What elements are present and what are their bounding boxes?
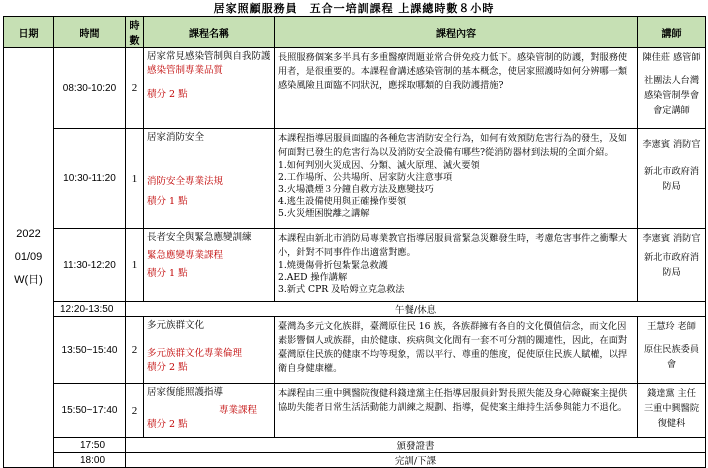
course-cell [144, 129, 275, 229]
content-item: 3.新式 CPR 及哈姆立克急救法 [278, 284, 405, 295]
closing-label: 完訓/下課 [126, 453, 706, 468]
teacher-name: 李憲賓 消防官 [642, 233, 701, 244]
teacher-affiliation: 原住民族委員會 [643, 344, 700, 370]
course-credit: 積分 2 點 [147, 89, 188, 100]
session-time: 08:30-10:20 [54, 48, 126, 129]
lunch-time: 12:20-13:50 [54, 302, 126, 317]
session-hours: 1 [126, 129, 144, 229]
course-title: 居家消防安全 [147, 132, 205, 143]
content-item: 2.AED 操作講解 [278, 272, 348, 283]
session-hours: 1 [126, 229, 144, 302]
course-category: 緊急應變專業課程 [147, 250, 224, 261]
teacher-name: 錢達黨 主任 [647, 388, 696, 399]
session-hours: 2 [126, 48, 144, 129]
table-row [4, 438, 706, 453]
teacher-cell [638, 384, 706, 438]
teacher-cell [638, 317, 706, 384]
course-cell [144, 229, 275, 302]
course-content: 臺灣為多元文化族群，臺灣原住民 16 族，各族群擁有各自的文化價值信念，而文化因素影響個人或族群，由於健康、疾病與文化間有一套不可分割的關連性，因此，在面對臺灣原住民族的健康不均等現象，需以平行、尊重的態度，促使原住民族人賦權，以捍衛自身健康權。 [275, 317, 638, 384]
page-title: 居家照顧服務員 五合一培訓課程 上課總時數８小時 [213, 2, 495, 15]
course-credit: 積分 1 點 [147, 268, 188, 279]
header-content: 課程內容 [275, 17, 638, 48]
teacher-affiliation: 社團法人台灣感染管制學會會定講師 [643, 75, 700, 116]
course-content [275, 129, 638, 229]
teacher-name: 陳佳莊 感管師 [642, 52, 701, 63]
date-year: 2022 [16, 228, 41, 240]
content-item: 2.工作場所、公共場所、居家防火注意事項 [278, 172, 453, 183]
table-row [4, 229, 706, 302]
date-day: 01/09 [14, 251, 43, 263]
teacher-affiliation: 三重中興醫院復健科 [643, 403, 700, 429]
session-time: 10:30-11:20 [54, 129, 126, 229]
course-cell [144, 384, 275, 438]
teacher-cell [638, 48, 706, 129]
content-intro: 本課程由新北市消防局專業教官指導居服員當緊急災難發生時，考慮危害事件之衝擊大小，針對不同事件作出適當對應。 [278, 233, 628, 258]
table-row [4, 129, 706, 229]
course-credit: 積分 2 點 [147, 419, 188, 430]
course-cell [144, 317, 275, 384]
table-row [4, 453, 706, 468]
teacher-affiliation: 新北市政府消防局 [643, 252, 700, 278]
course-content: 本課程由三重中興醫院復健科錢達黨主任指導居服員針對長照失能及身心障礙案主提供協助失能者日常生活活動能力訓練之規劃、指導，促使案主維持生活參與能力不退化。 [275, 384, 638, 438]
course-content [275, 229, 638, 302]
session-time: 13:50~15:40 [54, 317, 126, 384]
course-category: 感染管制專業品質 [147, 65, 224, 76]
closing-label: 頒發證書 [126, 438, 706, 453]
content-item: 1.燒燙傷骨折包紮緊急救護 [278, 260, 388, 271]
table-row [4, 384, 706, 438]
lunch-label: 午餐/休息 [126, 302, 706, 317]
session-time: 11:30-12:20 [54, 229, 126, 302]
content-item: 5.火災煙困脫離之講解 [278, 208, 370, 219]
teacher-cell [638, 129, 706, 229]
header-hours: 時數 [126, 17, 144, 48]
table-row [4, 48, 706, 129]
course-category: 消防安全專業法規 [147, 176, 224, 187]
table-header-row [4, 17, 706, 48]
content-item: 1.如何判別火災成因、分類、滅火原理、滅火要領 [278, 160, 480, 171]
course-credit: 積分 2 點 [147, 362, 188, 373]
header-course: 課程名稱 [144, 17, 275, 48]
session-hours: 2 [126, 317, 144, 384]
course-category: 多元族群文化專業倫理 [147, 348, 243, 359]
teacher-name: 李憲賓 消防官 [642, 139, 701, 150]
content-item: 3.火場濃煙３分鐘自救方法及應變技巧 [278, 184, 434, 195]
course-title: 居家復能照護指導 [147, 387, 224, 398]
header-teacher: 講師 [638, 17, 706, 48]
date-weekday: W(日) [14, 274, 43, 286]
course-content: 長照服務個案多半具有多重醫療問題並常合併免疫力低下。感染管制的防護，對服務使用者，是很重要的。本課程會講述感染管制的基本概念，使居家照護時如何分辨哪一類感染風險且面臨不同狀況，應採取哪類的自我防護措施? [275, 48, 638, 129]
header-date: 日期 [4, 17, 54, 48]
table-row [4, 317, 706, 384]
course-title: 多元族群文化 [147, 320, 205, 331]
course-category: 專業課程 [218, 405, 257, 416]
teacher-cell [638, 229, 706, 302]
teacher-name: 王慧玲 老師 [647, 321, 696, 332]
closing-time: 18:00 [54, 453, 126, 468]
course-title: 長者安全與緊急應變訓練 [147, 232, 252, 243]
date-cell [4, 48, 54, 468]
schedule-table [3, 16, 706, 468]
course-title: 居家常見感染管制與自我防護 [147, 51, 271, 62]
course-cell [144, 48, 275, 129]
content-intro: 本課程指導居服員面臨的各種危害消防安全行為，如何有效預防危害行為的發生，及如何面對已發生的危害行為以及消防安全設備有哪些?從消防器材到法規的全面介紹。 [278, 133, 628, 158]
content-item: 4.逃生設備使用與正確操作要領 [278, 196, 407, 207]
header-time: 時間 [54, 17, 126, 48]
course-credit: 積分 1 點 [147, 196, 188, 207]
session-hours: 2 [126, 384, 144, 438]
table-row [4, 302, 706, 317]
session-time: 15:50~17:40 [54, 384, 126, 438]
teacher-affiliation: 新北市政府消防局 [643, 166, 700, 192]
closing-time: 17:50 [54, 438, 126, 453]
